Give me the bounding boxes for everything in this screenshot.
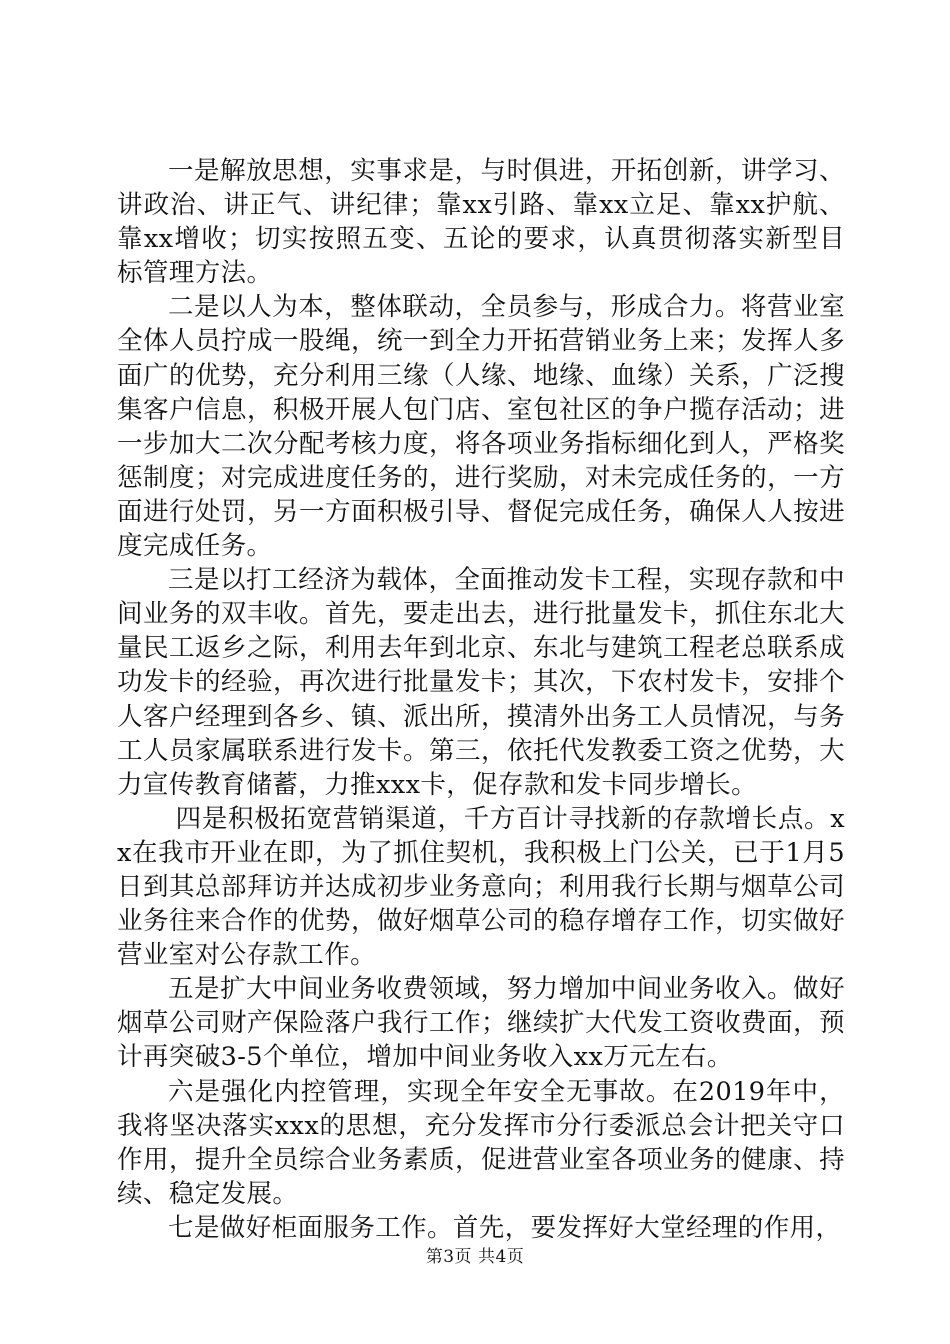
document-body bbox=[117, 154, 845, 1245]
paragraph-6: 六是强化内控管理，实现全年安全无事故。在2019年中，我将坚决落实xxx的思想，充分发挥市分行委派总会计把关守口作用，提升全员综合业务素质，促进营业室各项业务的健康、持续、稳定发展。 bbox=[117, 1076, 845, 1209]
paragraph-3: 三是以打工经济为载体，全面推动发卡工程，实现存款和中间业务的双丰收。首先，要走出去，进行批量发卡，抓住东北大量民工返乡之际，利用去年到北京、东北与建筑工程老总联系成功发卡的经验，再次进行批量发卡；其次，下农村发卡，安排个人客户经理到各乡、镇、派出所，摸清外出务工人员情况，与务工人员家属联系进行发卡。第三，依托代发教委工资之优势，大力宣传教育储蓄，力推xxx卡，促存款和发卡同步增长。 bbox=[117, 565, 845, 800]
paragraph-4: 四是积极拓宽营销渠道，千方百计寻找新的存款增长点。xx在我市开业在即，为了抓住契机，我积极上门公关，已于1月5日到其总部拜访并达成初步业务意向；利用我行长期与烟草公司业务往来合作的优势，做好烟草公司的稳存增存工作，切实做好营业室对公存款工作。 bbox=[117, 803, 845, 971]
paragraph-7: 七是做好柜面服务工作。首先，要发挥好大堂经理的作用， bbox=[168, 1212, 842, 1243]
paragraph-2: 二是以人为本，整体联动，全员参与，形成合力。将营业室全体人员拧成一股绳，统一到全力开拓营销业务上来；发挥人多面广的优势，充分利用三缘（人缘、地缘、血缘）关系，广泛搜集客户信息，积极开展人包门店、室包社区的争户揽存活动；进一步加大二次分配考核力度，将各项业务指标细化到人，严格奖惩制度；对完成进度任务的，进行奖励，对未完成任务的，一方面进行处罚，另一方面积极引导、督促完成任务，确保人人按进度完成任务。 bbox=[117, 292, 845, 562]
paragraph-1: 一是解放思想，实事求是，与时俱进，开拓创新，讲学习、讲政治、讲正气、讲纪律；靠xx引路、靠xx立足、靠xx护航、靠xx增收；切实按照五变、五论的要求，认真贯彻落实新型目标管理方法。 bbox=[117, 156, 845, 289]
paragraph-5: 五是扩大中间业务收费领域，努力增加中间业务收入。做好烟草公司财产保险落户我行工作；继续扩大代发工资收费面，预计再突破3-5个单位，增加中间业务收入xx万元左右。 bbox=[117, 974, 845, 1073]
page-footer: 第3页 共4页 bbox=[425, 1247, 525, 1267]
